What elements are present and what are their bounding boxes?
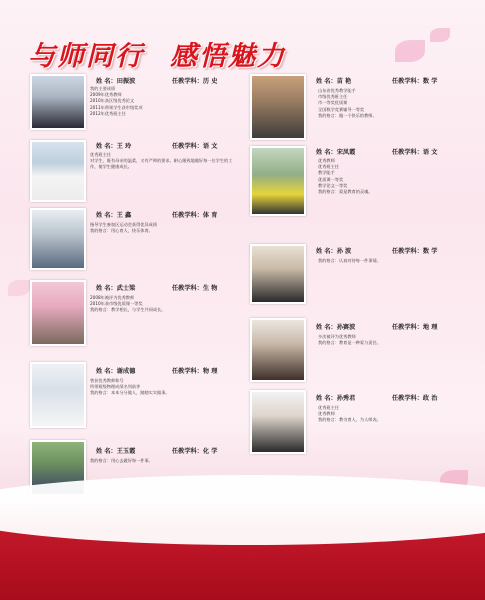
teacher-body: 2008年被评为优秀教师 2010年获市级优质课一等奖 我的格言：教学相长，与学生共同成长。	[90, 295, 166, 313]
teacher-subject: 任教学科：体 育	[172, 212, 218, 219]
teacher-photo	[250, 146, 306, 216]
teacher-body: 优秀班主任 优秀教师 我的格言：教书育人，为人师表。	[318, 405, 381, 423]
teacher-name: 姓 名：孙 波	[316, 248, 352, 255]
teacher-photo	[250, 244, 306, 304]
teacher-photo	[30, 362, 86, 428]
petal-decoration	[395, 40, 425, 62]
teacher-name: 姓 名：孙赛波	[316, 324, 356, 331]
page-title	[28, 34, 286, 72]
teacher-subject: 任教学科：语 文	[172, 143, 218, 150]
teacher-subject: 任教学科：数 学	[392, 248, 438, 255]
teacher-name: 姓 名：孙秀君	[316, 395, 356, 402]
teacher-body: 山东省优秀教学能手 市级优秀班主任 市一等奖优质课 全国数学竞赛辅导一等奖 我的格言：做一个快乐的教师。	[318, 88, 377, 118]
teacher-photo	[30, 208, 86, 270]
teacher-name: 姓 名：王玉霞	[96, 448, 136, 455]
teacher-photo	[30, 74, 86, 130]
petal-decoration	[8, 280, 30, 296]
teacher-subject: 任教学科：政 治	[392, 395, 438, 402]
teacher-subject: 任教学科：化 学	[172, 448, 218, 455]
teacher-subject: 任教学科：语 文	[392, 149, 438, 156]
teacher-subject: 任教学科：地 理	[392, 324, 438, 331]
teacher-body: 优秀班主任 对学生，既有母亲的温柔，又有严师的要求。耐心细致地做好每一位学生的工作，使学生健康成长。	[90, 152, 233, 170]
title-right: 感悟魅力	[170, 40, 286, 72]
teacher-photo	[30, 280, 86, 346]
teacher-body: 曾获优秀教师称号 所带班级物理成绩名列前茅 我的格言：本本分分做人，踏踏实实做事。	[90, 378, 170, 396]
teacher-subject: 任教学科：数 学	[392, 78, 438, 85]
teacher-name: 姓 名：王 鑫	[96, 212, 132, 219]
teacher-photo	[30, 140, 86, 202]
teacher-body: 我的主要成绩 2009年优秀教师 2010年获区级优秀论文 2011年带领学生获市级奖项 2012年优秀班主任	[90, 86, 143, 116]
teacher-body: 我的格言：认真对待每一件事情。	[318, 258, 381, 263]
teacher-photo	[250, 318, 306, 382]
teacher-body: 指导学生参加区运动会获得优异成绩 我的格言：用心育人，快乐体育。	[90, 222, 158, 234]
teacher-name: 姓 名：苗 艳	[316, 78, 352, 85]
teacher-subject: 任教学科：历 史	[172, 78, 218, 85]
teacher-name: 姓 名：王 玲	[96, 143, 132, 150]
teacher-name: 姓 名：武士梁	[96, 285, 136, 292]
teacher-photo	[250, 74, 306, 140]
teacher-name: 姓 名：田振波	[96, 78, 136, 85]
teacher-photo	[250, 390, 306, 454]
petal-decoration	[430, 28, 450, 42]
teacher-subject: 任教学科：生 物	[172, 285, 218, 292]
title-left: 与师同行	[28, 40, 144, 72]
teacher-body: 优秀教师 优秀班主任 教学能手 优质课一等奖 教学论文一等奖 我的格言：爱是教育的灵魂。	[318, 158, 373, 195]
teacher-name: 姓 名：谢成德	[96, 368, 136, 375]
teacher-subject: 任教学科：物 理	[172, 368, 218, 375]
footer-curve	[0, 475, 485, 545]
teacher-body: 我的格言：用心去做好每一件事。	[90, 458, 153, 463]
teacher-name: 姓 名：宋凤霞	[316, 149, 356, 156]
teacher-body: 多次被评为优秀教师 我的格言：教育是一种爱与责任。	[318, 334, 381, 346]
